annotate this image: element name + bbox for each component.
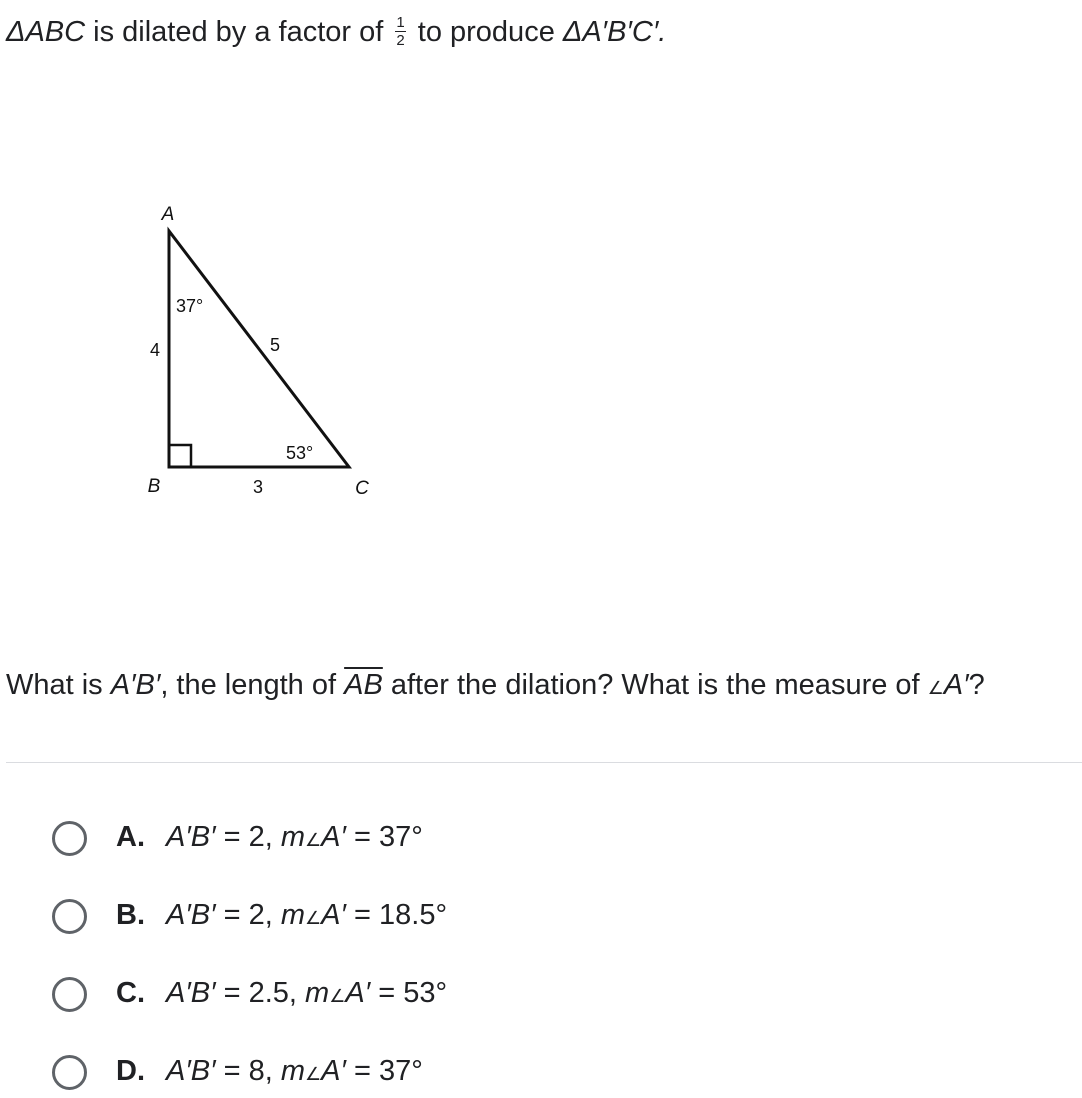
choice-angle-value: = 37° (345, 820, 423, 853)
segment-ab-overline: $\overline{AB}$ (344, 669, 383, 701)
choice-angle-value: = 53° (370, 976, 448, 1009)
fraction-numerator: 1 (396, 13, 405, 31)
angle-label-c: 53° (286, 443, 314, 463)
choice-angle-name: A′ (345, 976, 371, 1009)
triangle-image: ΔA′B′C′. (562, 16, 667, 48)
angle-a-prime: A′ (943, 669, 969, 701)
right-angle-marker (169, 445, 191, 467)
radio-button[interactable] (52, 821, 87, 856)
question-part-2: , the length of (160, 669, 345, 701)
choice-measure-symbol: m (305, 976, 330, 1009)
choice-length: = 2, (215, 898, 281, 931)
choice-segment: A′B′ (166, 820, 216, 853)
angle-icon: ∠ (927, 678, 944, 698)
fraction-denominator: 2 (396, 31, 405, 49)
triangle-abc: ΔABC (6, 16, 86, 48)
question-part-1: What is (6, 669, 111, 701)
side-label-ac: 5 (269, 335, 281, 355)
question-part-4: ? (968, 669, 985, 701)
angle-icon: ∠ (305, 1063, 322, 1084)
angle-icon: ∠ (329, 985, 346, 1006)
choice-letter: B. (116, 898, 145, 931)
choice-length: = 2, (215, 820, 281, 853)
choice-angle-name: A′ (321, 1054, 346, 1087)
choice-length: = 8, (215, 1054, 281, 1087)
angle-label-a: 37° (176, 296, 204, 316)
choice-segment: A′B′ (166, 1054, 216, 1087)
choice-measure-symbol: m (280, 1054, 306, 1087)
divider (6, 762, 1082, 763)
choice-length: = 2.5, (215, 976, 306, 1009)
triangle-diagram (130, 195, 390, 505)
scale-factor-fraction (395, 15, 405, 48)
choice-label (116, 1054, 423, 1091)
radio-button[interactable] (52, 977, 87, 1012)
choice-measure-symbol: m (280, 898, 306, 931)
question-part-3: after the dilation? What is the measure of (382, 669, 928, 701)
choice-label (116, 820, 423, 857)
vertex-label-b: B (147, 476, 161, 497)
choice-letter: C. (116, 976, 145, 1009)
choice-segment: A′B′ (166, 898, 216, 931)
choice-label (116, 976, 447, 1013)
choice-segment: A′B′ (166, 976, 216, 1009)
problem-statement (6, 15, 666, 50)
side-label-ab: 4 (149, 340, 161, 360)
choice-d[interactable] (52, 1052, 423, 1092)
choice-a[interactable] (52, 818, 423, 858)
angle-icon: ∠ (305, 829, 322, 850)
question-text (6, 668, 985, 705)
triangle-abc-shape (169, 231, 349, 467)
segment-a-prime-b-prime: A′B′ (110, 669, 161, 701)
radio-button[interactable] (52, 1055, 87, 1090)
choice-label (116, 898, 447, 935)
statement-text-2: to produce (409, 16, 563, 48)
vertex-label-c: C (355, 478, 369, 499)
choice-angle-value: = 18.5° (345, 898, 448, 931)
side-label-bc: 3 (252, 477, 264, 497)
radio-button[interactable] (52, 899, 87, 934)
choice-b[interactable] (52, 896, 447, 936)
angle-icon: ∠ (305, 907, 322, 928)
vertex-label-a: A (161, 204, 175, 225)
choice-measure-symbol: m (280, 820, 306, 853)
statement-text-1: is dilated by a factor of (85, 16, 392, 48)
choice-angle-name: A′ (321, 820, 346, 853)
choice-letter: A. (116, 820, 145, 853)
choice-angle-value: = 37° (345, 1054, 423, 1087)
choice-c[interactable] (52, 974, 447, 1014)
choice-angle-name: A′ (321, 898, 346, 931)
choice-letter: D. (116, 1054, 145, 1087)
